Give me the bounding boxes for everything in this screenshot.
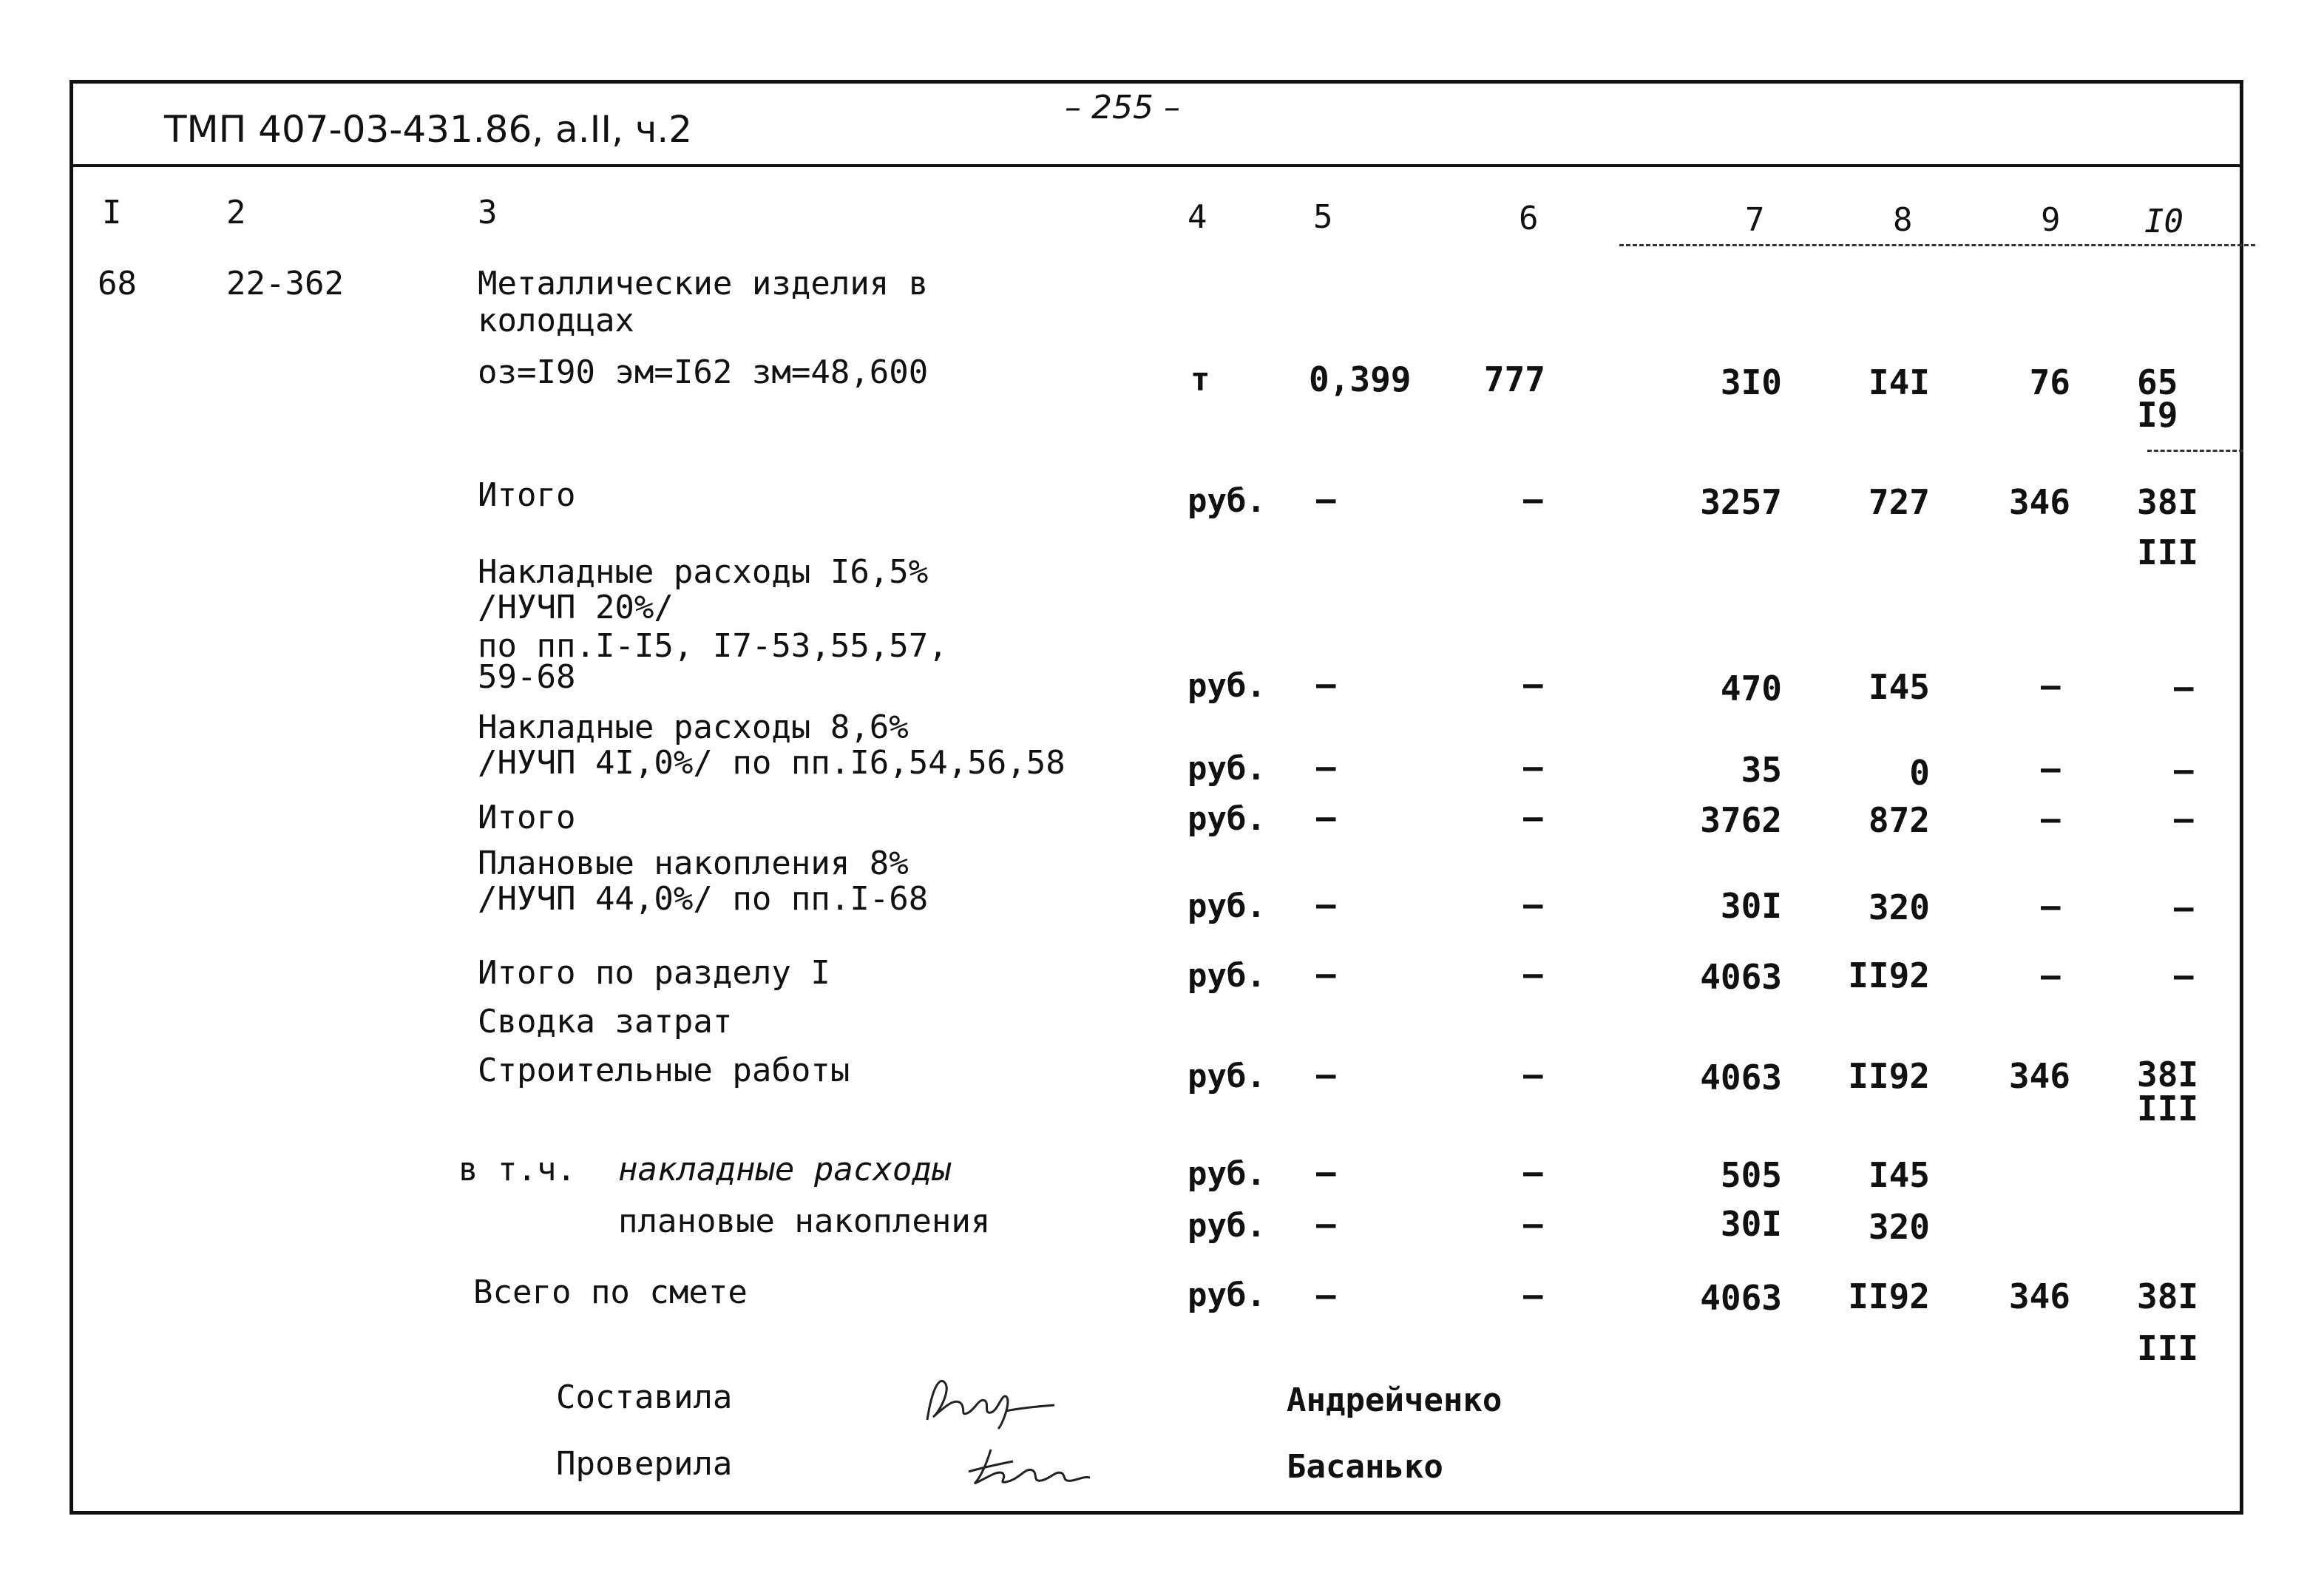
empty-cell: –	[1523, 1205, 1543, 1243]
empty-cell: –	[1316, 1154, 1336, 1191]
overhead-label: Накладные расходы 8,6%	[478, 708, 909, 746]
total-cost-cell: 4063	[1700, 1058, 1782, 1097]
machine-wages-cell: III	[2137, 532, 2199, 572]
price-cell: 777	[1483, 359, 1545, 399]
total-cost-cell: 505	[1720, 1155, 1782, 1195]
wages-cell: I45	[1868, 667, 1930, 707]
machine-wages-cell: III	[2137, 1328, 2199, 1368]
total-cost-cell: 3257	[1700, 482, 1782, 522]
total-cost-cell: 3I0	[1720, 362, 1782, 402]
total-cost-cell: 4063	[1700, 957, 1782, 997]
column-number: 5	[1313, 198, 1333, 236]
column-number: 3	[478, 194, 498, 231]
empty-cell: –	[1523, 886, 1543, 924]
wages-cell: 727	[1868, 482, 1930, 522]
empty-cell: –	[2041, 667, 2061, 705]
wages-cell: 872	[1868, 800, 1930, 840]
empty-cell: –	[2041, 800, 2061, 838]
cell-underline	[2147, 450, 2243, 452]
empty-cell: –	[1523, 481, 1543, 518]
wages-cell: 0	[1909, 753, 1930, 793]
wages-cell: I4I	[1868, 362, 1930, 402]
unit-cell: руб.	[1188, 1207, 1266, 1245]
item-name: Металлические изделия в	[478, 265, 929, 302]
wages-cell: II92	[1848, 1056, 1930, 1096]
item-name: колодцах	[478, 302, 634, 339]
total-cost-cell: 35	[1741, 750, 1782, 790]
column-number: 4	[1188, 198, 1207, 236]
empty-cell: –	[2041, 750, 2061, 788]
empty-cell: –	[1316, 1276, 1336, 1314]
machines-cell: 346	[2008, 1056, 2070, 1096]
composer-name: Андрейченко	[1287, 1381, 1503, 1419]
unit-cell: руб.	[1188, 1058, 1266, 1095]
empty-cell: –	[1523, 748, 1543, 786]
subtotal-label: Итого	[478, 476, 576, 514]
empty-cell: –	[1523, 799, 1543, 836]
signature-checker	[961, 1435, 1094, 1494]
planned-savings-label: /НУЧП 44,0%/ по пп.I-68	[478, 880, 929, 918]
overhead-label: 59-68	[478, 658, 576, 696]
item-coefficients: оз=I90 эм=I62 зм=48,600	[478, 353, 929, 391]
unit-cell: руб.	[1188, 482, 1266, 520]
empty-cell: –	[2174, 751, 2194, 789]
unit-cell: т	[1190, 361, 1210, 399]
empty-cell: –	[1316, 1056, 1336, 1094]
empty-cell: –	[1523, 1154, 1543, 1191]
page-number: – 255 –	[1065, 89, 1180, 126]
empty-cell: –	[2041, 887, 2061, 925]
column-number: I0	[2144, 203, 2184, 240]
empty-cell: –	[1316, 481, 1336, 518]
empty-cell: –	[2174, 800, 2194, 838]
empty-cell: –	[2041, 957, 2061, 995]
unit-cell: руб.	[1188, 750, 1266, 788]
wages-cell: II92	[1848, 1276, 1930, 1316]
machine-wages-cell: 38I	[2137, 482, 2199, 522]
item-number: 68	[98, 265, 137, 302]
empty-cell: –	[1523, 955, 1543, 993]
cost-summary-heading: Сводка затрат	[478, 1003, 733, 1041]
machine-wages-cell: 38I	[2137, 1276, 2199, 1316]
total-cost-cell: 3762	[1700, 800, 1782, 840]
construction-works-label: Строительные работы	[478, 1052, 850, 1089]
machine-wages-cell: I9	[2137, 395, 2178, 435]
signature-composer	[917, 1368, 1065, 1435]
unit-cell: руб.	[1188, 887, 1266, 925]
unit-cell: руб.	[1188, 800, 1266, 838]
including-overhead-label: накладные расходы	[618, 1151, 952, 1188]
empty-cell: –	[1316, 748, 1336, 786]
composed-by-label: Составила	[556, 1378, 733, 1416]
overhead-label: /НУЧП 4I,0%/ по пп.I6,54,56,58	[478, 744, 1066, 782]
total-cost-cell: 4063	[1700, 1278, 1782, 1318]
empty-cell: –	[1316, 1205, 1336, 1243]
machine-wages-cell: III	[2137, 1089, 2199, 1129]
total-cost-cell: 470	[1720, 669, 1782, 708]
empty-cell: –	[2174, 889, 2194, 927]
including-planned-savings-label: плановые накопления	[618, 1202, 991, 1240]
machines-cell: 346	[2008, 482, 2070, 522]
wages-cell: I45	[1868, 1155, 1930, 1195]
planned-savings-label: Плановые накопления 8%	[478, 845, 909, 882]
unit-cell: руб.	[1188, 957, 1266, 995]
machine-wages-cell: 65	[2137, 362, 2178, 402]
wages-cell: II92	[1848, 955, 1930, 995]
empty-cell: –	[1523, 1276, 1543, 1314]
column-header-underline	[1619, 244, 2255, 246]
subtotal-label: Итого	[478, 799, 576, 836]
column-number: 6	[1519, 200, 1539, 237]
overhead-label: по пп.I-I5, I7-53,55,57,	[478, 627, 948, 665]
header-rule	[70, 164, 2243, 167]
unit-cell: руб.	[1188, 667, 1266, 705]
section-total-label: Итого по разделу I	[478, 954, 830, 992]
wages-cell: 320	[1868, 887, 1930, 927]
document-code: ТМП 407-03-431.86, а.II, ч.2	[164, 108, 693, 151]
unit-cell: руб.	[1188, 1276, 1266, 1314]
machines-cell: 76	[2029, 362, 2070, 402]
total-cost-cell: 30I	[1720, 886, 1782, 926]
column-number: 8	[1893, 201, 1913, 239]
unit-cell: руб.	[1188, 1155, 1266, 1193]
column-number: I	[102, 194, 122, 231]
total-cost-cell: 30I	[1720, 1204, 1782, 1244]
quantity-cell: 0,399	[1309, 359, 1412, 399]
column-number: 9	[2041, 201, 2061, 239]
including-prefix: в т.ч.	[458, 1151, 576, 1188]
empty-cell: –	[1523, 1056, 1543, 1094]
overhead-label: /НУЧП 20%/	[478, 589, 674, 626]
empty-cell: –	[1316, 886, 1336, 924]
machines-cell: 346	[2008, 1276, 2070, 1316]
empty-cell: –	[2174, 669, 2194, 706]
empty-cell: –	[1316, 955, 1336, 993]
checker-name: Басанько	[1287, 1448, 1443, 1486]
overhead-label: Накладные расходы I6,5%	[478, 553, 929, 591]
column-number: 7	[1745, 201, 1765, 239]
empty-cell: –	[1523, 666, 1543, 703]
empty-cell: –	[1316, 799, 1336, 836]
grand-total-label: Всего по смете	[473, 1273, 748, 1311]
empty-cell: –	[1316, 666, 1336, 703]
machine-wages-cell: 38I	[2137, 1055, 2199, 1095]
wages-cell: 320	[1868, 1207, 1930, 1247]
empty-cell: –	[2174, 957, 2194, 995]
checked-by-label: Проверила	[556, 1445, 733, 1483]
item-code: 22-362	[226, 265, 344, 302]
column-number: 2	[226, 194, 246, 231]
